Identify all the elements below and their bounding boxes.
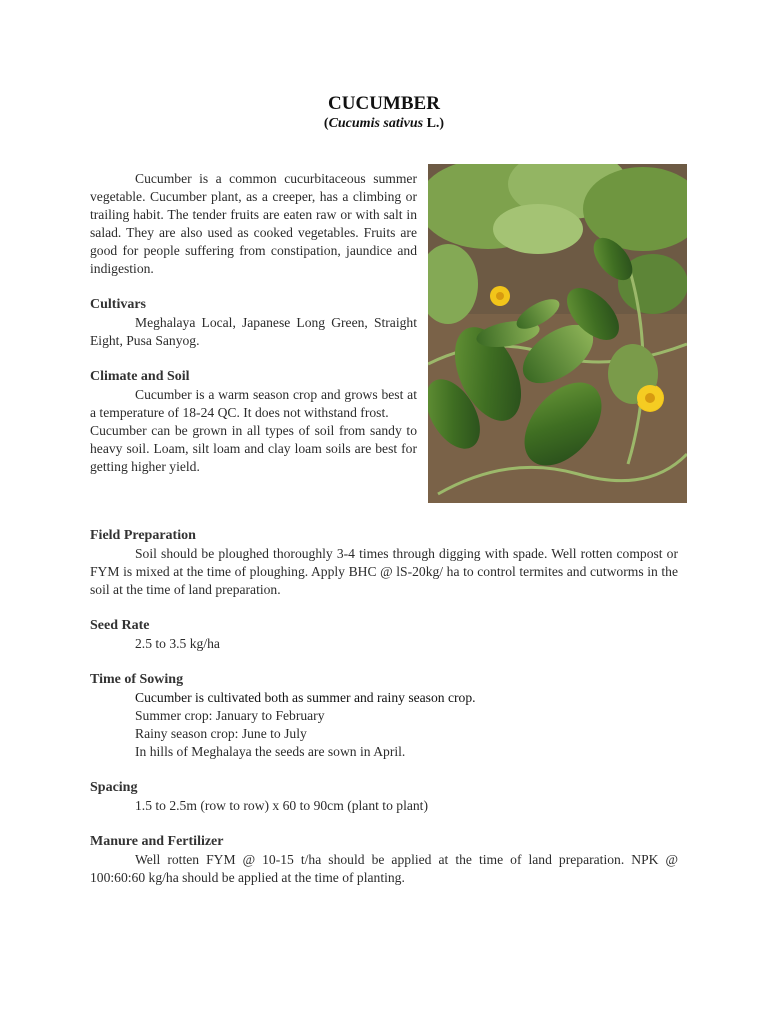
scientific-name	[0, 116, 768, 132]
spacing-text: 1.5 to 2.5m (row to row) x 60 to 90cm (plant to plant)	[135, 798, 428, 813]
cucumber-image-svg	[428, 164, 687, 503]
page-title: CUCUMBER	[328, 93, 440, 114]
climate-text-2: Cucumber can be grown in all types of soil from sandy to heavy soil. Loam, silt loam and clay loam soils are best for getting higher yield.	[90, 423, 417, 474]
climate-text-1: Cucumber is a warm season crop and grows best at a temperature of 18-24 QC. It does not withstand frost.	[90, 387, 417, 420]
left-column	[90, 170, 417, 476]
climate-heading: Climate and Soil	[90, 369, 190, 384]
cucumber-photo	[428, 164, 687, 503]
sci-name-italic: Cucumis sativus	[328, 116, 424, 131]
sowing-line: Summer crop: January to February	[135, 708, 325, 723]
seed-text: 2.5 to 3.5 kg/ha	[135, 636, 220, 651]
field-heading: Field Preparation	[90, 528, 196, 543]
manure-heading: Manure and Fertilizer	[90, 834, 224, 849]
field-section	[90, 527, 678, 887]
sci-author: L.)	[423, 116, 445, 131]
sowing-line: Rainy season crop: June to July	[135, 726, 307, 741]
sowing-heading: Time of Sowing	[90, 672, 184, 687]
field-text: Soil should be ploughed thoroughly 3-4 times through digging with spade. Well rotten compost or FYM is mixed at the time of ploughing. Apply BHC @ lS-20kg/ ha to control termites and cutworms in the soil at the time of land preparation.	[90, 546, 678, 597]
cultivars-heading: Cultivars	[90, 297, 146, 312]
spacing-heading: Spacing	[90, 780, 138, 795]
cultivars-text: Meghalaya Local, Japanese Long Green, Straight Eight, Pusa Sanyog.	[90, 315, 417, 348]
seed-heading: Seed Rate	[90, 618, 150, 633]
sowing-line: Cucumber is cultivated both as summer and rainy season crop.	[135, 690, 476, 705]
sci-open: (	[323, 116, 329, 131]
sowing-line: In hills of Meghalaya the seeds are sown in April.	[135, 744, 406, 759]
manure-text: Well rotten FYM @ 10-15 t/ha should be applied at the time of land preparation. NPK @ 100:60:60 kg/ha should be applied at the time of planting.	[90, 852, 678, 885]
intro-paragraph: Cucumber is a common cucurbitaceous summer vegetable. Cucumber plant, as a creeper, has a climbing or trailing habit. The tender fruits are eaten raw or with salt in salad. They are also used as cooked vegetables. Fruits are good for people suffering from constipation, jaundice and indigestion.	[90, 171, 417, 276]
